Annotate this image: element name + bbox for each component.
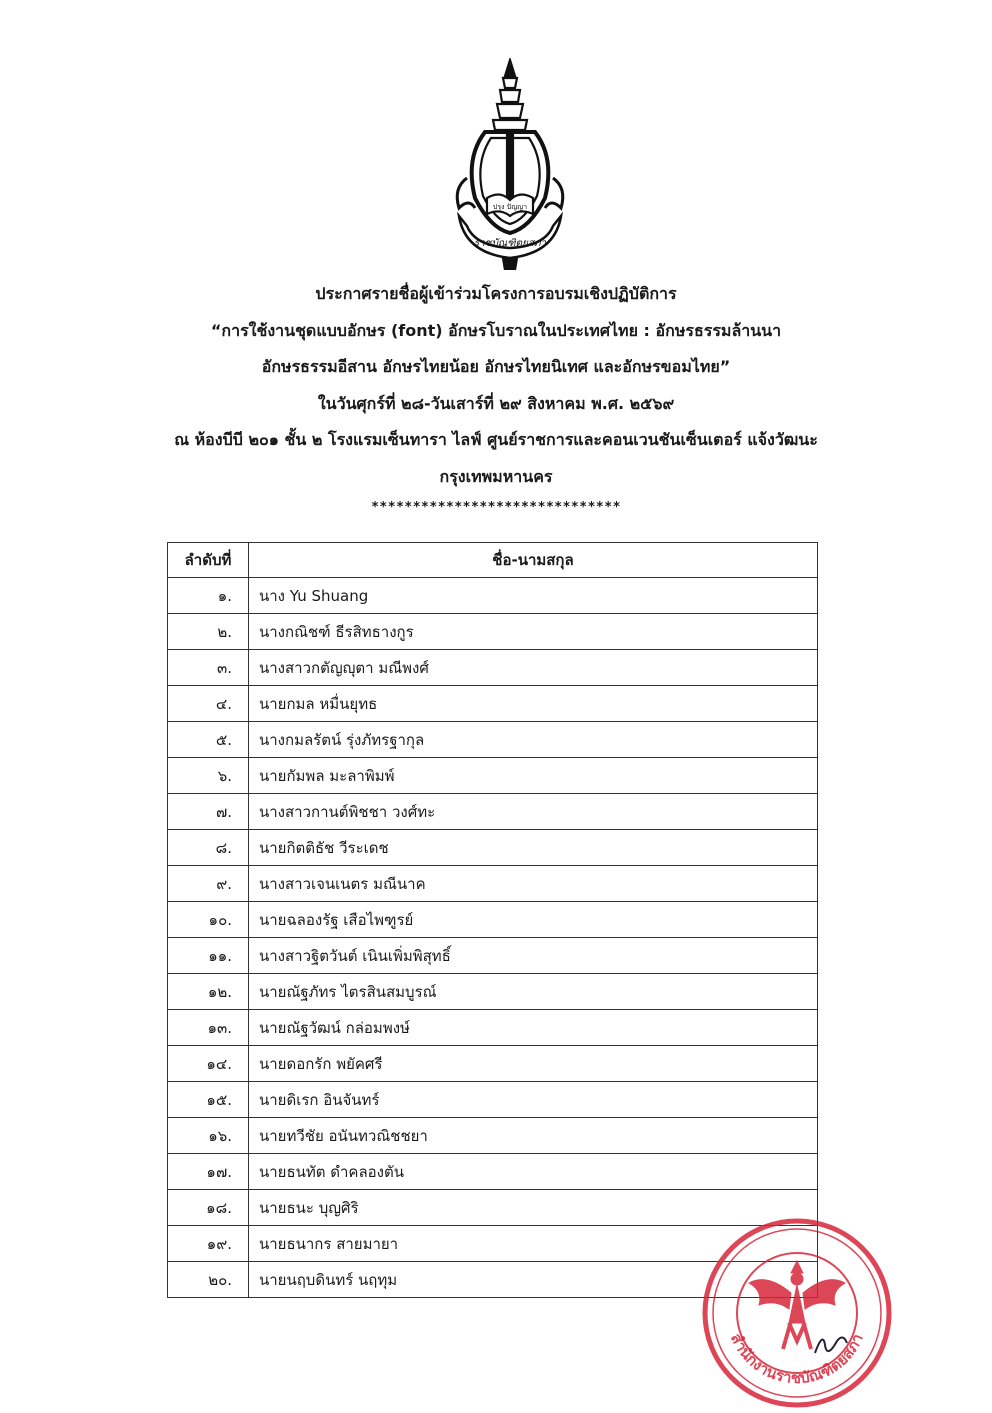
- table-row: [168, 614, 818, 650]
- royal-institute-emblem-icon: [445, 58, 575, 270]
- heading-line-5: ณ ห้องบีบี ๒๐๑ ชั้น ๒ โรงแรมเซ็นทารา ไลฟ์ ศูนย์ราชการและคอนเวนชันเซ็นเตอร์ แจ้งวัฒนะ: [174, 430, 818, 449]
- table-row: [168, 686, 818, 722]
- heading-line-6: กรุงเทพมหานคร: [439, 466, 553, 486]
- row-order-number: ๗.: [168, 794, 249, 830]
- heading-line-3: อักษรธรรมอีสาน อักษรไทยน้อย อักษรไทยนิเทศ และอักษรขอมไทย”: [261, 357, 731, 376]
- row-participant-name: นายณัฐวัฒน์ กล่อมพงษ์: [249, 1010, 818, 1046]
- row-order-number: ๑๕.: [168, 1082, 249, 1118]
- table-row: [168, 1010, 818, 1046]
- row-participant-name: นายณัฐภัทร ไตรสินสมบูรณ์: [249, 974, 818, 1010]
- row-order-number: ๑๔.: [168, 1046, 249, 1082]
- heading-line-4: ในวันศุกร์ที่ ๒๘-วันเสาร์ที่ ๒๙ สิงหาคม พ.ศ. ๒๕๖๙: [317, 393, 675, 413]
- table-row: [168, 1046, 818, 1082]
- table-header-row: [168, 543, 818, 578]
- heading-line-1: ประกาศรายชื่อผู้เข้าร่วมโครงการอบรมเชิงปฏิบัติการ: [315, 284, 677, 303]
- column-header-name: ชื่อ-นามสกุล: [249, 543, 818, 578]
- row-participant-name: นายธนะ บุญศิริ: [249, 1190, 818, 1226]
- row-order-number: ๑๗.: [168, 1154, 249, 1190]
- heading-line-2: “การใช้งานชุดแบบอักษร (font) อักษรโบราณในประเทศไทย : อักษรธรรมล้านนา: [210, 320, 782, 340]
- table-row: [168, 758, 818, 794]
- row-participant-name: นายฉลองรัฐ เสือไพฑูรย์: [249, 902, 818, 938]
- table-row: [168, 1082, 818, 1118]
- row-order-number: ๙.: [168, 866, 249, 902]
- row-participant-name: นางสาวกานต์พิชชา วงศ์ทะ: [249, 794, 818, 830]
- table-row: [168, 794, 818, 830]
- row-participant-name: นางสาวเจนเนตร มณีนาค: [249, 866, 818, 902]
- seal-text: สำนักงานราชบัณฑิตยสภา: [726, 1330, 867, 1388]
- row-participant-name: นาง Yu Shuang: [249, 578, 818, 614]
- row-participant-name: นางกณิชฑ์ ธีรสิทธางกูร: [249, 614, 818, 650]
- row-participant-name: นางสาวฐิตวันต์ เนินเพิ่มพิสุทธิ์: [249, 938, 818, 974]
- row-order-number: ๘.: [168, 830, 249, 866]
- emblem-book-text: ปรุง ปัญญา: [492, 203, 528, 211]
- row-participant-name: นายธนทัต ดำคลองตัน: [249, 1154, 818, 1190]
- garuda-seal-icon: [697, 1213, 897, 1413]
- row-participant-name: นายดิเรก อินจันทร์: [249, 1082, 818, 1118]
- table-row: [168, 938, 818, 974]
- row-order-number: ๑๓.: [168, 1010, 249, 1046]
- row-participant-name: นายกัมพล มะลาพิมพ์: [249, 758, 818, 794]
- participant-table: [167, 542, 818, 1298]
- row-order-number: ๑๘.: [168, 1190, 249, 1226]
- table-row: [168, 974, 818, 1010]
- table-row: [168, 866, 818, 902]
- row-order-number: ๑๒.: [168, 974, 249, 1010]
- row-order-number: ๑๐.: [168, 902, 249, 938]
- table-row: [168, 578, 818, 614]
- row-participant-name: นายนฤบดินทร์ นฤทุม: [249, 1262, 818, 1298]
- row-order-number: ๔.: [168, 686, 249, 722]
- row-participant-name: นายทวีชัย อนันทวณิชชยา: [249, 1118, 818, 1154]
- row-order-number: ๖.: [168, 758, 249, 794]
- table-row: [168, 722, 818, 758]
- row-participant-name: นายกมล หมื่นยุทธ: [249, 686, 818, 722]
- row-order-number: ๕.: [168, 722, 249, 758]
- row-order-number: ๒๐.: [168, 1262, 249, 1298]
- row-order-number: ๑๖.: [168, 1118, 249, 1154]
- row-participant-name: นางสาวกตัญญุตา มณีพงศ์: [249, 650, 818, 686]
- row-order-number: ๑๑.: [168, 938, 249, 974]
- table-row: [168, 830, 818, 866]
- table-row: [168, 1118, 818, 1154]
- table-row: [168, 902, 818, 938]
- separator: ******************************: [371, 500, 621, 515]
- emblem-ribbon-label: ราชบัณฑิตยสภา: [473, 238, 547, 249]
- row-order-number: ๑.: [168, 578, 249, 614]
- row-order-number: ๓.: [168, 650, 249, 686]
- table-row: [168, 1154, 818, 1190]
- row-participant-name: นางกมลรัตน์ รุ่งภัทรฐากุล: [249, 722, 818, 758]
- announcement-heading: [0, 276, 992, 495]
- row-participant-name: นายกิตติธัช วีระเดช: [249, 830, 818, 866]
- row-order-number: ๑๙.: [168, 1226, 249, 1262]
- row-participant-name: นายธนากร สายมายา: [249, 1226, 818, 1262]
- row-participant-name: นายดอกรัก พยัคศรี: [249, 1046, 818, 1082]
- column-header-order: ลำดับที่: [168, 543, 249, 578]
- table-row: [168, 650, 818, 686]
- row-order-number: ๒.: [168, 614, 249, 650]
